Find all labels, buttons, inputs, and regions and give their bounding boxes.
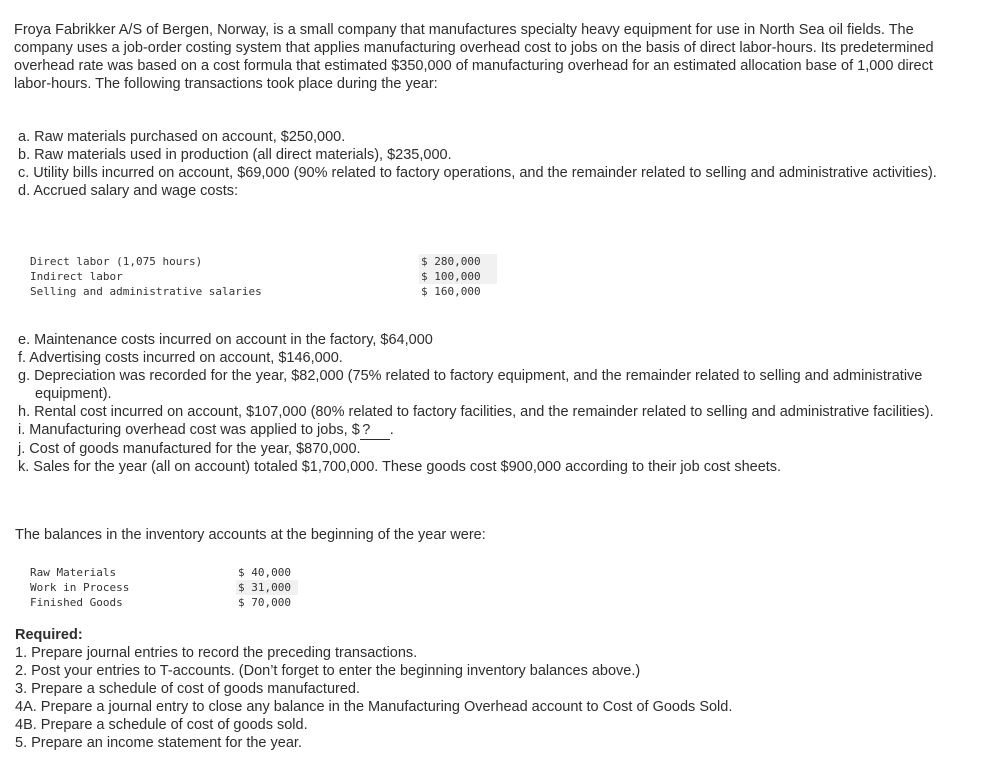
row-label: Finished Goods xyxy=(30,596,123,609)
table-row xyxy=(30,565,291,580)
row-amount: $ 31,000 xyxy=(236,580,298,595)
problem-intro: Froya Fabrikker A/S of Bergen, Norway, is a small company that manufactures specialty heavy equipment for use in North Sea oil fields. The company uses a job-order costing system that applies manufacturing overhead cost to jobs on the basis of direct labor-hours. Its predetermined overhead rate was based on a cost formula that estimated $350,000 of manufacturing overhead for an estimated allocation base of 1,000 direct labor-hours. The following transactions took place during the year: xyxy=(14,22,934,92)
required-section xyxy=(15,626,732,752)
transaction-f: f. Advertising costs incurred on account, $146,000. xyxy=(18,350,343,366)
balances-intro: The balances in the inventory accounts at the beginning of the year were: xyxy=(15,527,486,543)
table-row xyxy=(30,595,291,610)
row-label: Raw Materials xyxy=(30,566,117,579)
table-row xyxy=(30,269,481,284)
row-amount: $ 70,000 xyxy=(238,596,291,609)
answer-blank: ? xyxy=(360,421,390,440)
transaction-j: j. Cost of goods manufactured for the year, $870,000. xyxy=(18,441,361,457)
required-item-4b: 4B. Prepare a schedule of cost of goods sold. xyxy=(15,717,308,733)
required-item-2: 2. Post your entries to T-accounts. (Don’t forget to enter the beginning inventory balances above.) xyxy=(15,663,641,679)
row-label: Indirect labor xyxy=(30,270,123,283)
row-label: Work in Process xyxy=(30,581,130,594)
transactions-e-to-k xyxy=(18,331,965,476)
transaction-k: k. Sales for the year (all on account) totaled $1,700,000. These goods cost $900,000 according to their job cost sheets. xyxy=(18,459,782,475)
row-amount: $ 40,000 xyxy=(238,566,291,579)
transaction-i xyxy=(18,421,965,440)
transactions-a-to-d xyxy=(18,128,965,200)
row-label: Direct labor (1,075 hours) xyxy=(30,255,203,268)
table-row xyxy=(30,580,291,595)
transaction-e: e. Maintenance costs incurred on account in the factory, $64,000 xyxy=(18,332,433,348)
transaction-h: h. Rental cost incurred on account, $107,000 (80% related to factory facilities, and the remainder related to selling and administrative facilities). xyxy=(18,404,934,420)
transaction-a: a. Raw materials purchased on account, $250,000. xyxy=(18,129,346,145)
transaction-d: d. Accrued salary and wage costs: xyxy=(18,183,239,199)
transaction-b: b. Raw materials used in production (all direct materials), $235,000. xyxy=(18,147,452,163)
transaction-g: g. Depreciation was recorded for the year, $82,000 (75% related to factory equipment, and the remainder related to selling and administrative equipment). xyxy=(18,368,923,402)
inventory-balance-table xyxy=(30,565,291,610)
row-label: Selling and administrative salaries xyxy=(30,285,262,298)
table-row xyxy=(30,284,481,299)
required-title: Required: xyxy=(15,627,83,643)
transaction-c: c. Utility bills incurred on account, $69,000 (90% related to factory operations, and the remainder related to selling and administrative activities). xyxy=(18,165,937,181)
row-amount: $ 100,000 xyxy=(419,269,497,284)
salary-wage-table xyxy=(30,254,481,299)
required-item-3: 3. Prepare a schedule of cost of goods manufactured. xyxy=(15,681,360,697)
transaction-i-suffix: . xyxy=(389,422,394,438)
required-item-1: 1. Prepare journal entries to record the preceding transactions. xyxy=(15,645,418,661)
required-item-5: 5. Prepare an income statement for the year. xyxy=(15,735,302,751)
row-amount: $ 160,000 xyxy=(421,285,481,298)
table-row xyxy=(30,254,481,269)
transaction-i-text: i. Manufacturing overhead cost was applied to jobs, $ xyxy=(18,422,360,438)
required-item-4a: 4A. Prepare a journal entry to close any balance in the Manufacturing Overhead account to Cost of Goods Sold. xyxy=(15,699,733,715)
row-amount: $ 280,000 xyxy=(419,254,497,269)
